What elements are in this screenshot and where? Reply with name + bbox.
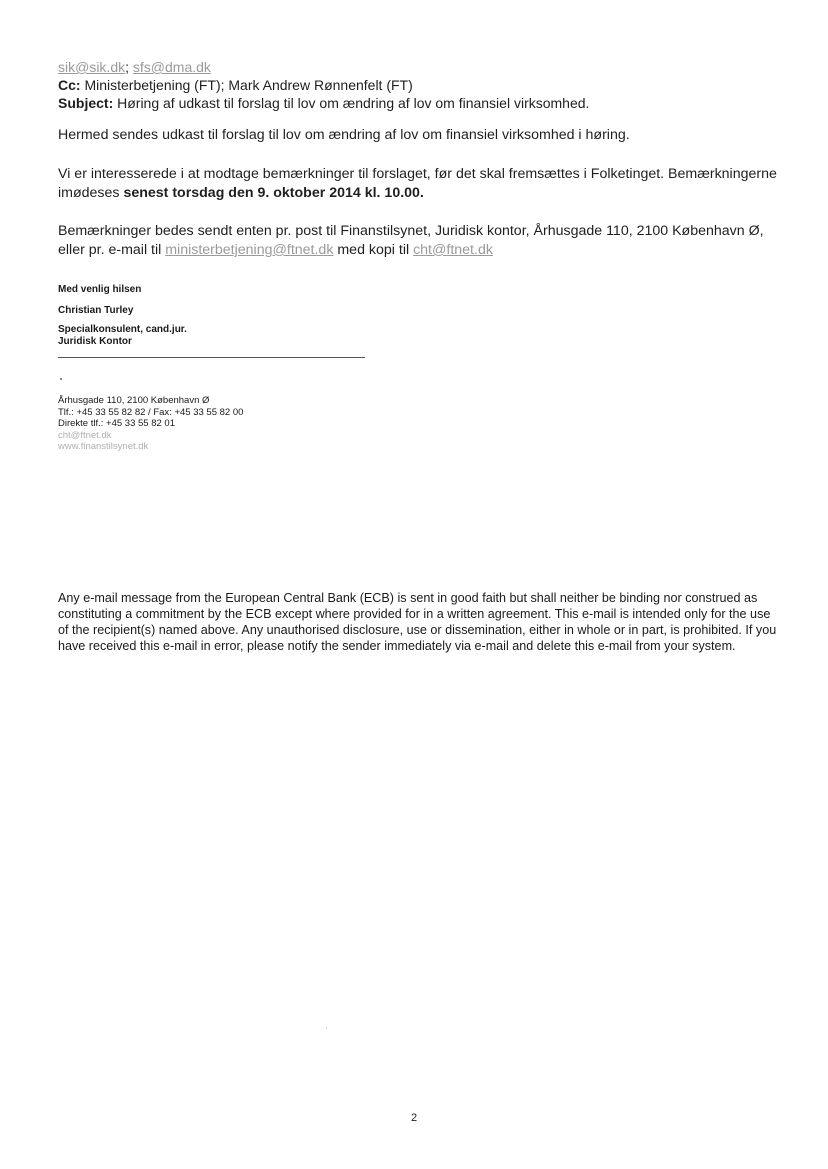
signature-direct-phone: Direkte tlf.: +45 33 55 82 01: [58, 418, 175, 429]
signature-name: Christian Turley: [58, 305, 134, 316]
intro-text: Hermed sendes udkast til forslag til lov om ændring af lov om finansiel virksomhed i høring.: [58, 127, 630, 143]
subject-value: Høring af udkast til forslag til lov om ændring af lov om finansiel virksomhed.: [113, 95, 590, 111]
recipient-link-sik[interactable]: sik@sik.dk: [58, 59, 126, 75]
body-paragraph-submission: [58, 222, 778, 260]
signature-department: Juridisk Kontor: [58, 336, 132, 347]
submission-prefix: eller pr. e-mail til: [58, 242, 166, 258]
deadline-line-1: Vi er interesserede i at modtage bemærkninger til forslaget, før det skal fremsættes i Folketinget. Bemærkningerne: [58, 166, 777, 182]
signature-website-link[interactable]: www.finanstilsynet.dk: [58, 441, 149, 452]
deadline-prefix: imødeses: [58, 185, 124, 201]
ecb-disclaimer: Any e-mail message from the European Central Bank (ECB) is sent in good faith but shall neither be binding nor construed as constituting a commitment by the ECB except where provided for in a written agreement. This e-mail is intended only for the use of the recipient(s) named above. Any unauthorised disclosure, use or dissemination, either in whole or in part, is prohibited. If you have received this e-mail in error, please notify the sender immediately via e-mail and delete this e-mail from your system.: [58, 591, 777, 653]
scan-dot: [60, 378, 62, 380]
ministerbetjening-email-link[interactable]: ministerbetjening@ftnet.dk: [165, 242, 334, 258]
to-line: [58, 58, 798, 76]
signature-title-block: [58, 324, 187, 348]
email-header: [58, 58, 798, 112]
submission-line-2: [58, 241, 778, 260]
page-number: 2: [410, 1112, 418, 1124]
signature-greeting: Med venlig hilsen: [58, 284, 142, 295]
signature-address: Århusgade 110, 2100 København Ø: [58, 395, 210, 406]
recipient-separator: ;: [125, 59, 133, 75]
cc-line: [58, 76, 798, 94]
signature-email-link[interactable]: cht@ftnet.dk: [58, 429, 112, 441]
body-paragraph-deadline: [58, 165, 778, 203]
submission-line-1: Bemærkninger bedes sendt enten pr. post til Finanstilsynet, Juridisk kontor, Århusgade 110, 2100 København Ø,: [58, 223, 764, 239]
cht-email-link[interactable]: cht@ftnet.dk: [413, 242, 493, 258]
signature-phone-fax: Tlf.: +45 33 55 82 82 / Fax: +45 33 55 82 00: [58, 406, 244, 418]
subject-label: Subject:: [58, 95, 114, 111]
cc-value: Ministerbetjening (FT); Mark Andrew Rønnenfelt (FT): [80, 77, 413, 93]
signature-contact-block: [58, 395, 243, 453]
deadline-line-2: [58, 184, 778, 203]
cc-label: Cc:: [58, 77, 81, 93]
recipient-link-sfs[interactable]: sfs@dma.dk: [132, 59, 211, 75]
subject-line: [58, 94, 798, 112]
signature-divider: [58, 357, 365, 358]
deadline-date: senest torsdag den 9. oktober 2014 kl. 10.00.: [123, 185, 424, 201]
body-paragraph-intro: [58, 126, 778, 145]
scan-speck: [326, 1027, 327, 1028]
submission-middle: med kopi til: [333, 242, 414, 258]
signature-title: Specialkonsulent, cand.jur.: [58, 324, 187, 335]
